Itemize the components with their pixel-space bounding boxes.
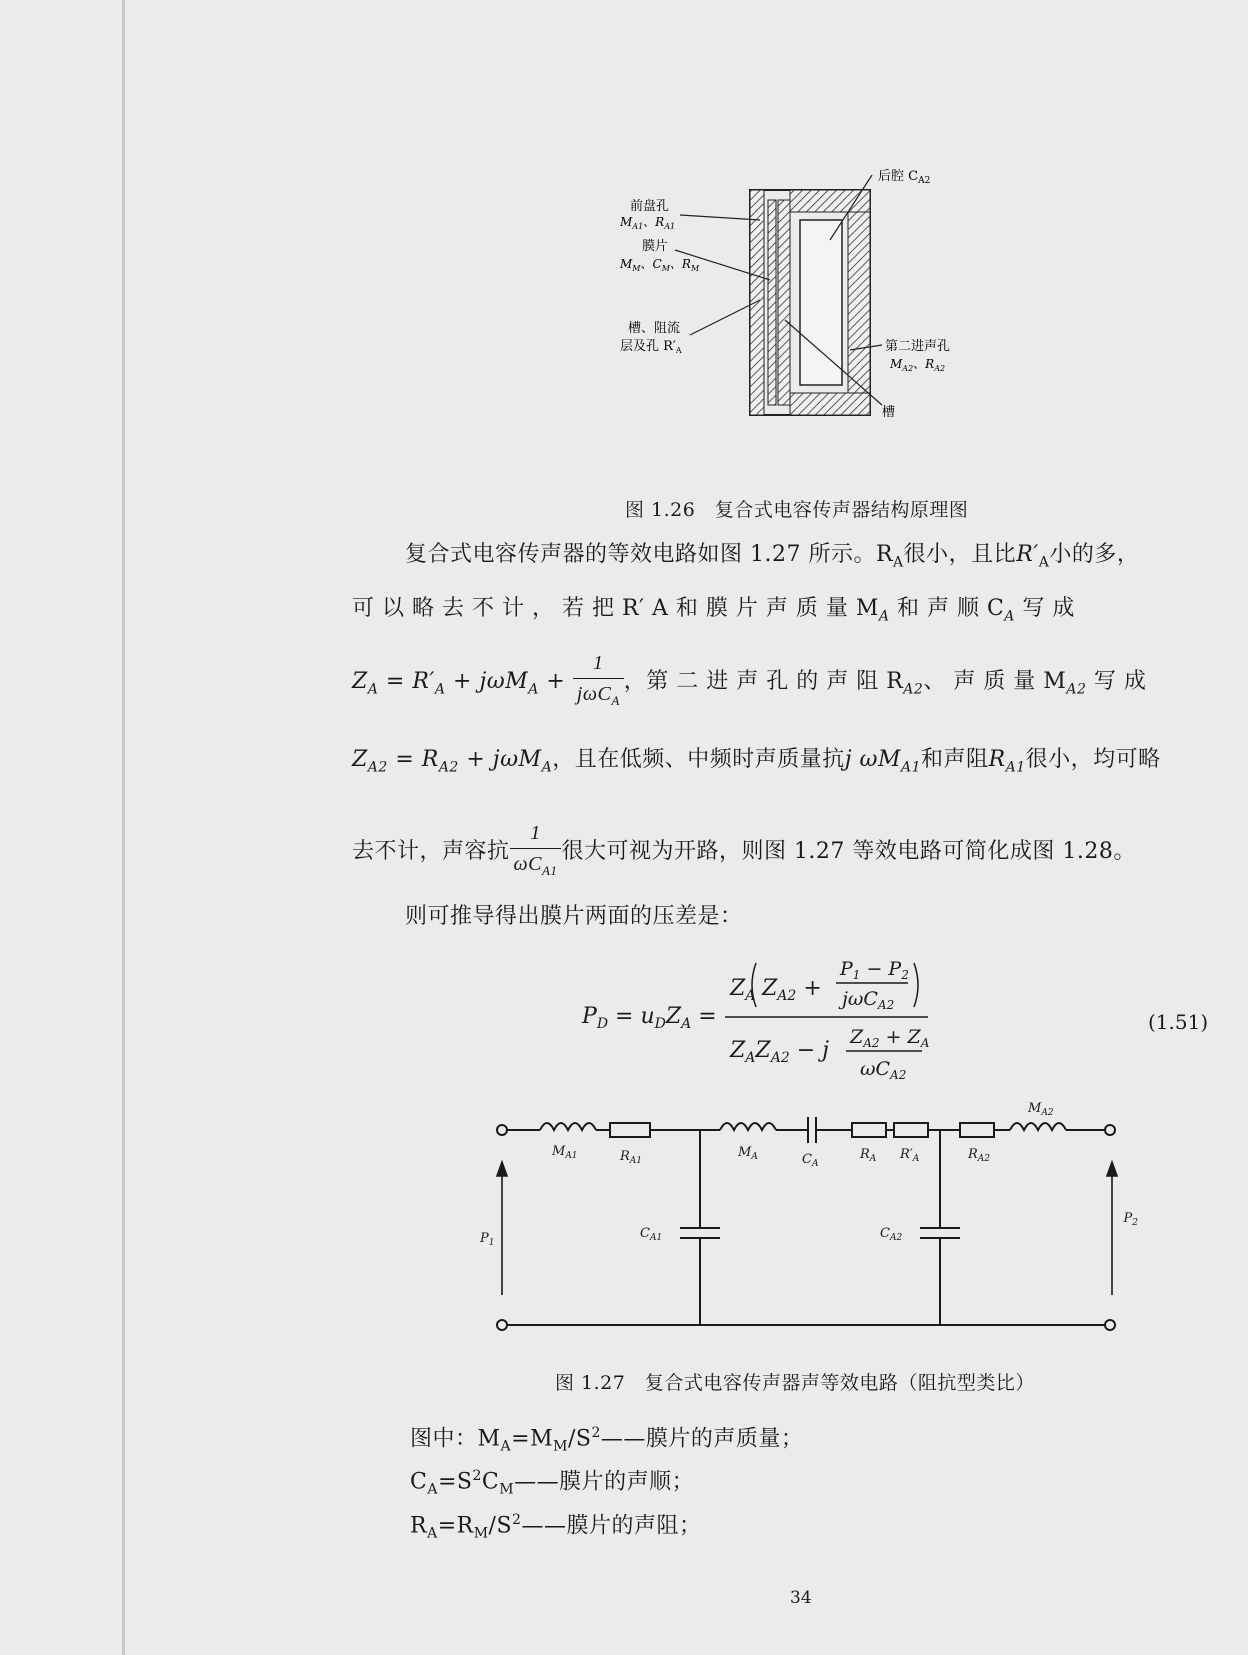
svg-text:ZA2 + ZA: $Z_{A2} + Z_A$ bbox=[850, 1026, 930, 1050]
svg-text:PD = uDZA =: $P_D = u_DZ_A$ = bbox=[582, 1004, 717, 1032]
front-hole-params: $M_{A1}$、$R_{A1}$ bbox=[620, 215, 676, 231]
figure-1-26-diagram bbox=[620, 160, 980, 450]
second-hole-params: $M_{A2}$、$R_{A2}$ bbox=[890, 357, 946, 373]
arrow-P2 bbox=[1107, 1162, 1117, 1176]
paragraph-line-3: $Z_A = R'_A + j\omega M_A$ + $\frac{1}{j\omega C_A}$ ，第 二 进 声 孔 的 声 阻 $R_{A2}$、 声 质 量 $M_{A2}$ 写 成 bbox=[352, 648, 1146, 716]
label-MA: $M_A$ bbox=[738, 1145, 758, 1162]
chamber-wall-bottom bbox=[790, 393, 870, 415]
figure-1-27-caption: 图 1.27 复合式电容传声器声等效电路（阻抗型类比） bbox=[555, 1372, 1035, 1394]
label-RA1: $R_{A1}$ bbox=[620, 1149, 643, 1166]
terminal-bottom-right bbox=[1105, 1320, 1115, 1330]
resistor-RprimeA bbox=[894, 1123, 928, 1137]
slot-layer-label-1: 槽、阻流 bbox=[628, 321, 681, 336]
paragraph-line-2: 可 以 略 去 不 计 ， 若 把 R′ A 和 膜 片 声 质 量 $M_A$ 和 声 顺 $C_A$ 写 成 bbox=[352, 596, 1075, 625]
fraction-1-over-wCA1: $\frac{1}{\omega C_{A1}}$ bbox=[510, 818, 562, 886]
arrow-P1 bbox=[497, 1162, 507, 1176]
definition-CA: $C_A=S^2C_M——$膜片的声顺； bbox=[410, 1468, 695, 1498]
definition-RA: $R_A=R_M/S^2——$膜片的声阻； bbox=[410, 1512, 702, 1542]
resistor-RA bbox=[852, 1123, 886, 1137]
label-MA2: $M_{A2}$ bbox=[1028, 1101, 1054, 1118]
diaphragm-label: 膜片 bbox=[642, 239, 669, 254]
svg-text:ZA2 +: $Z_{A2}$ + bbox=[762, 976, 822, 1004]
svg-text:ZA: $Z_A$ bbox=[730, 976, 756, 1004]
page-binding-edge bbox=[122, 0, 125, 1655]
label-CA2: $C_{A2}$ bbox=[880, 1226, 903, 1243]
fraction-1-over-jwCA: $\frac{1}{j\omega C_A}$ bbox=[573, 648, 624, 716]
second-hole-label: 第二进声孔 bbox=[885, 339, 951, 354]
diaphragm-layer bbox=[768, 200, 776, 405]
terminal-top-right bbox=[1105, 1125, 1115, 1135]
label-CA1: $C_{A1}$ bbox=[640, 1226, 663, 1243]
inductor-MA bbox=[720, 1123, 776, 1130]
label-RA: $R_A$ bbox=[860, 1147, 877, 1164]
front-hole-label: 前盘孔 bbox=[630, 199, 670, 214]
diaphragm-params: $M_M$、$C_M$、$R_M$ bbox=[620, 257, 700, 273]
inductor-MA1 bbox=[540, 1123, 596, 1130]
figure-1-27-circuit bbox=[480, 1100, 1140, 1340]
back-cavity-label: 后腔 $C_{A2}$ bbox=[878, 169, 931, 186]
paragraph-line-6: 则可推导得出膜片两面的压差是： bbox=[405, 904, 743, 929]
chamber-wall-top bbox=[790, 190, 870, 212]
slot-layer-label-2: 层及孔 $R'_A$ bbox=[620, 339, 682, 355]
paragraph-line-5: 去不计，声容抗 $\frac{1}{\omega C_{A1}}$ 很大可视为开路，则图 1.27 等效电路可简化成图 1.28。 bbox=[352, 818, 1136, 886]
paragraph-line-1: 复合式电容传声器的等效电路如图 1.27 所示。$R_A$很小，且比$R'_A$小的多， bbox=[405, 542, 1140, 571]
back-plate bbox=[778, 200, 790, 405]
paragraph-line-4: $Z_{A2} = R_{A2} + j\omega M_A$，且在低频、中频时声质量抗j $\omega M_{A1}$和声阻$R_{A1}$很小，均可略 bbox=[352, 747, 1161, 776]
label-RA2: $R_{A2}$ bbox=[968, 1147, 991, 1164]
equation-1-51 bbox=[570, 945, 970, 1095]
front-plate bbox=[750, 190, 764, 415]
svg-text:P1 − P2: $P_1 - P_2$ bbox=[840, 958, 909, 982]
svg-text:ωCA2: $\omega C_{A2}$ bbox=[860, 1058, 907, 1082]
chamber-wall-right bbox=[848, 212, 870, 393]
figure-1-26-caption: 图 1.26 复合式电容传声器结构原理图 bbox=[625, 499, 969, 521]
inductor-MA2 bbox=[1010, 1123, 1066, 1130]
svg-text:ZAZA2 − j: $Z_AZ_{A2} - j$ bbox=[730, 1038, 829, 1066]
slot-label: 槽 bbox=[882, 405, 896, 420]
label-MA1: $M_{A1}$ bbox=[552, 1144, 578, 1161]
resistor-RA1 bbox=[610, 1123, 650, 1137]
back-cavity bbox=[800, 220, 842, 385]
label-P1: $P_1$ bbox=[480, 1231, 495, 1248]
resistor-RA2 bbox=[960, 1123, 994, 1137]
equation-number: (1.51) bbox=[1148, 1010, 1209, 1034]
terminal-bottom-left bbox=[497, 1320, 507, 1330]
label-RprimeA: $R'_A$ bbox=[900, 1147, 920, 1164]
label-P2: $P_2$ bbox=[1123, 1211, 1138, 1228]
definition-MA: 图中：$M_A=M_M/S^2——$膜片的声质量； bbox=[410, 1425, 804, 1455]
page-number: 34 bbox=[790, 1588, 812, 1608]
terminal-top-left bbox=[497, 1125, 507, 1135]
label-CA: $C_A$ bbox=[802, 1152, 819, 1169]
svg-text:jωCA2: jωC$_{A2}$ bbox=[842, 988, 895, 1012]
